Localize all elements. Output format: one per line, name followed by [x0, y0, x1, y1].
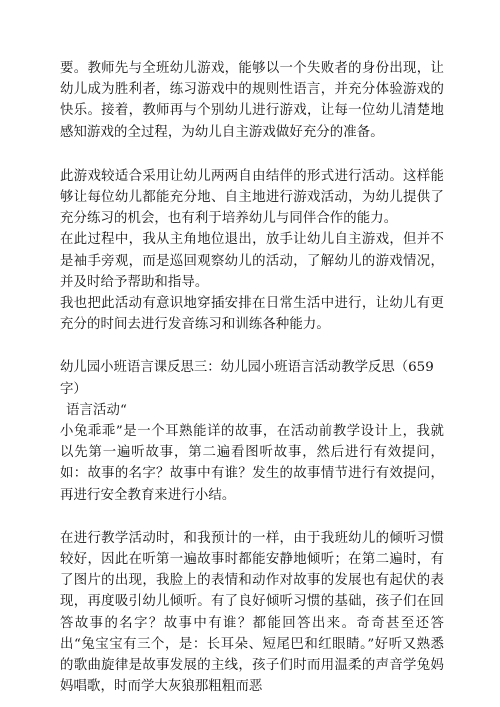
activity-label: 语言活动“ [66, 402, 127, 418]
paragraph-teaching-process: 在进行教学活动时，和我预计的一样，由于我班幼儿的倾听习惯较好，因此在听第一遍故事时都能安静地倾听；在第二遍时，有了图片的出现，我脸上的表情和动作对故事的发展也有起伏的表现，再度吸引幼儿倾听。有了良好倾听习惯的基础，孩子们在回答故事的名字？故事中有谁？都能回答出来。奇奇甚至还答出“兔宝宝有三个，是：长耳朵、短尾巴和红眼睛。”好听又熟悉的歌曲旋律是故事发展的主线，孩子们时而用温柔的声音学兔妈妈唱歌，时而学大灰狼那粗粗而恶 [60, 530, 444, 695]
paragraph-pair-play: 此游戏较适合采用让幼儿两两自由结伴的形式进行活动。这样能够让每位幼儿都能充分地、自主地进行游戏活动，为幼儿提供了充分练习的机会，也有利于培养幼儿与同伴合作的能力。 [60, 168, 444, 227]
paragraph-story-intro: 小兔乖乖”是一个耳熟能详的故事，在活动前教学设计上，我就以先第一遍听故事，第二遍看图听故事，然后进行有效提问，如：故事的名字？故事中有谁？发生的故事情节进行有效提问，再进行安全教育来进行小结。 [60, 424, 444, 503]
paragraph-daily-life: 我也把此活动有意识地穿插安排在日常生活中进行，让幼儿有更充分的时间去进行发音练习和训练各种能力。 [60, 296, 444, 333]
document-page [60, 58, 444, 697]
paragraph-observation: 在此过程中，我从主角地位退出，放手让幼儿自主游戏，但并不是袖手旁观，而是巡回观察幼儿的活动，了解幼儿的游戏情况，并及时给予帮助和指导。 [60, 232, 444, 290]
section-heading: 幼儿园小班语言课反思三：幼儿园小班语言活动教学反思（659字） [60, 360, 434, 397]
paragraph-game-rules: 要。教师先与全班幼儿游戏，能够以一个失败者的身份出现，让幼儿成为胜利者，练习游戏中的规则性语言，并充分体验游戏的快乐。接着，教师再与个别幼儿进行游戏，让每一位幼儿清楚地感知游戏的全过程，为幼儿自主游戏做好充分的准备。 [60, 61, 444, 140]
